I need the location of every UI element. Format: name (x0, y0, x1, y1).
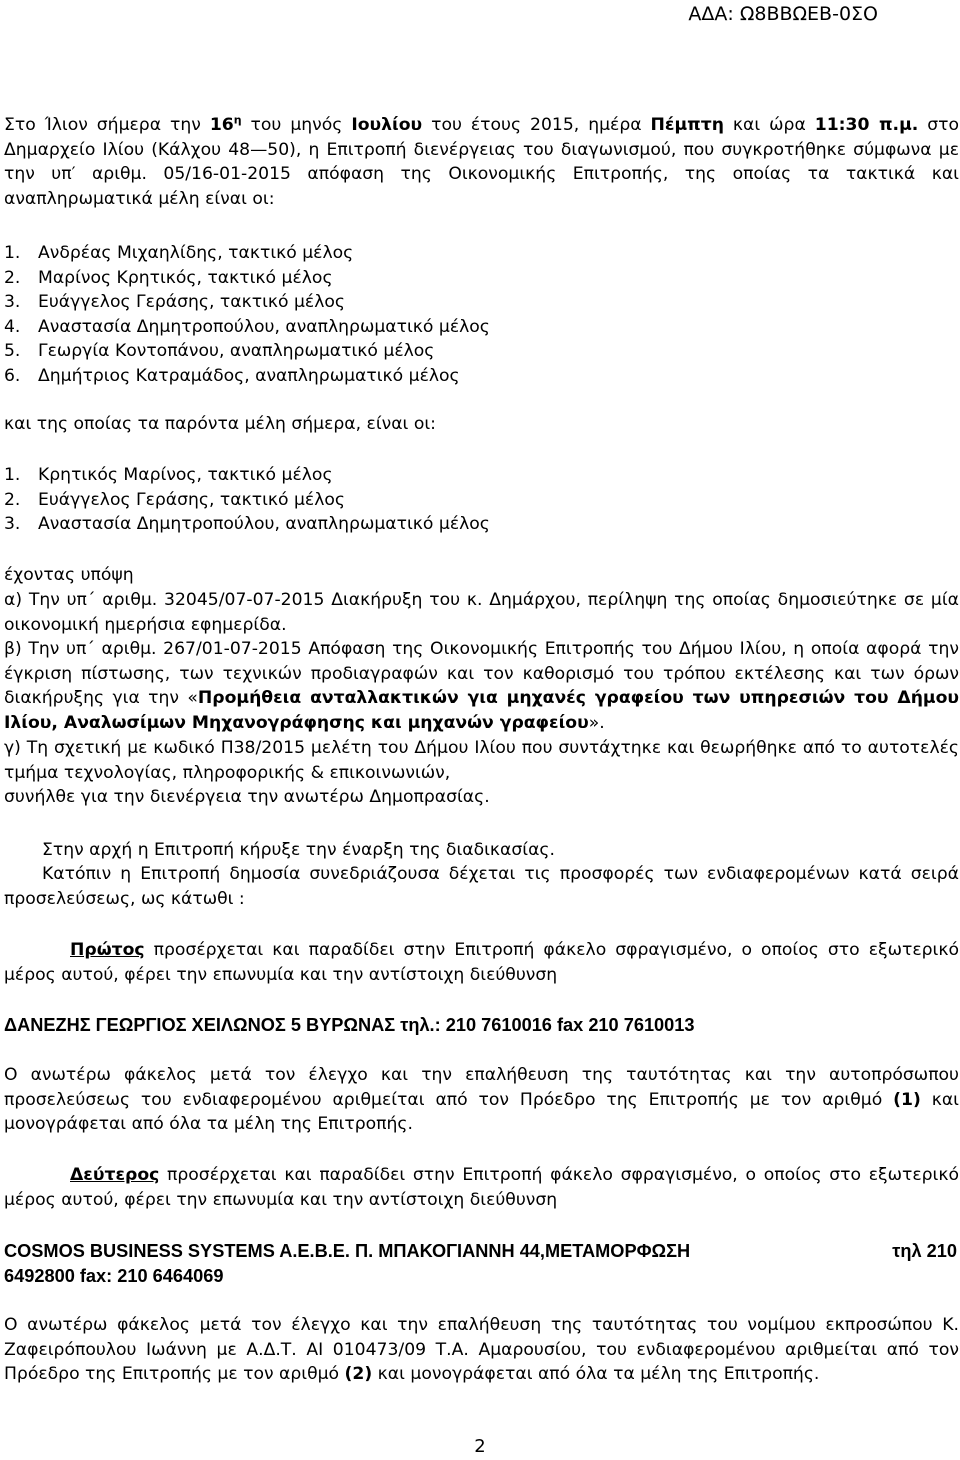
list-item: 2. Μαρίνος Κρητικός, τακτικό μέλος (4, 267, 333, 288)
intro-weekday: Πέμπτη (650, 115, 724, 135)
having-c2: συνήλθε για την διενέργεια την ανωτέρω Δημοπρασίας. (4, 787, 490, 807)
intro-paragraph: Στο Ίλιον σήμερα την $16^\eta$ του μηνός Ιουλίου του έτους 2015, ημέρα Πέμπτη και ώρα 11:30 π.μ. στο Δημαρχείο Ιλίου (Κάλχου 48—50), η Επιτροπή διενέργειας του διαγωνισμού, που συγκροτήθηκε σύμφωνα με την υπ′ αριθμ. 05/16-01-2015 απόφαση της Οικονομικής Επιτροπής, της οποίας τα τακτικά και αναπληρωματικά μέλη είναι οι: (4, 113, 959, 209)
first-label: Πρώτος (70, 940, 145, 960)
present-list (4, 463, 959, 537)
list-item: 2. Ευάγγελος Γεράσης, τακτικό μέλος (4, 489, 345, 510)
document-page (4, 0, 960, 1460)
list-item: 3. Ευάγγελος Γεράσης, τακτικό μέλος (4, 292, 345, 313)
having-b: β) Την υπ΄ αριθμ. 267/01-07-2015 Απόφαση της Οικονομικής Επιτροπής του Δήμου Ιλίου, η οποία αφορά την έγκριση πίστωσης, των τεχνικών προδιαγραφών και τον καθορισμό του τρόπου εκτέλεσης και των όρων διακήρυξης για την «Προμήθεια ανταλλακτικών για μηχανές γραφείου των υπηρεσιών του Δήμου Ιλίου, Αναλωσίμων Μηχανογράφησης και μηχανών γραφείου». (4, 639, 959, 733)
then-statement: Κατόπιν η Επιτροπή δημοσία συνεδριάζουσα δέχεται τις προσφορές των ενδιαφερομένων κατά σειρά προσελεύσεως, ως κάτωθι : (4, 864, 959, 909)
list-item: 4. Αναστασία Δημητροπούλου, αναπληρωματικό μέλος (4, 316, 490, 337)
first-company: ΔΑΝΕΖΗΣ ΓΕΩΡΓΙΟΣ ΧΕΙΛΩΝΟΣ 5 ΒΥΡΩΝΑΣ τηλ.: 210 7610016 fax 210 7610013 (4, 1015, 695, 1035)
first-check: Ο ανωτέρω φάκελος μετά τον έλεγχο και την επαλήθευση της ταυτότητας και την αυτοπρόσωπου προσελεύσεως του ενδιαφερομένου αριθμείται από τον Πρόεδρο της Επιτροπής με τον αριθμό (1) και μονογράφεται από όλα τα μέλη της Επιτροπής. (4, 1065, 959, 1135)
members-list (4, 241, 959, 389)
intro-month: Ιουλίου (351, 115, 423, 135)
list-item: 5. Γεωργία Κοντοπάνου, αναπληρωματικό μέλος (4, 341, 435, 362)
having-intro: έχοντας υπόψη (4, 565, 134, 585)
list-item: 1. Ανδρέας Μιχαηλίδης, τακτικό μέλος (4, 243, 354, 263)
intro-time: 11:30 π.μ. (814, 115, 919, 135)
present-intro: και της οποίας τα παρόντα μέλη σήμερα, είναι οι: (4, 414, 436, 434)
second-label: Δεύτερος (70, 1165, 160, 1185)
start-statement: Στην αρχή η Επιτροπή κήρυξε την έναρξη της διαδικασίας. (42, 840, 555, 860)
ada-code: ΑΔΑ: Ω8ΒΒΩΕΒ-0ΣΟ (688, 3, 878, 25)
list-item: 6. Δημήτριος Κατραμάδος, αναπληρωματικό μέλος (4, 365, 460, 386)
first-offer: Πρώτος προσέρχεται και παραδίδει στην Επιτροπή φάκελο σφραγισμένο, ο οποίος στο εξωτερικό μέρος αυτού, φέρει την επωνυμία και την αντίστοιχη διεύθυνση (4, 940, 959, 985)
list-item: 3. Αναστασία Δημητροπούλου, αναπληρωματικό μέλος (4, 514, 490, 535)
list-item: 1. Κρητικός Μαρίνος, τακτικό μέλος (4, 465, 333, 485)
second-offer: Δεύτερος προσέρχεται και παραδίδει στην Επιτροπή φάκελο σφραγισμένο, ο οποίος στο εξωτερικό μέρος αυτού, φέρει την επωνυμία και την αντίστοιχη διεύθυνση (4, 1165, 959, 1210)
intro-day: 16 (209, 115, 234, 135)
having-c: γ) Τη σχετική με κωδικό Π38/2015 μελέτη του Δήμου Ιλίου που συντάχτηκε και θεωρήθηκε από το αυτοτελές τμήμα τεχνολογίας, πληροφορικής & επικοινωνιών, (4, 738, 959, 783)
having-a: α) Την υπ΄ αριθμ. 32045/07-07-2015 Διακήρυξη του κ. Δημάρχου, περίληψη της οποίας δημοσιεύτηκε σε μία οικονομική ημερήσια εφημερίδα. (4, 590, 959, 635)
page-number: 2 (474, 1436, 486, 1457)
second-check: Ο ανωτέρω φάκελος μετά τον έλεγχο και την επαλήθευση της ταυτότητας του νομίμου εκπροσώπου Κ. Ζαφειρόπουλου Ιωάννη με Α.Δ.Τ. ΑΙ 010473/09 Τ.Α. Αμαρουσίου, του ενδιαφερομένου αριθμείται από τον Πρόεδρο της Επιτροπής με τον αριθμό (2) και μονογράφεται από όλα τα μέλη της Επιτροπής. (4, 1315, 959, 1385)
second-company: COSMOS BUSINESS SYSTEMS A.E.B.E. Π. ΜΠΑΚΟΓΙΑΝΝΗ 44,ΜΕΤΑΜΟΡΦΩΣΗ τηλ 210 6492800 fax: 210 6464069 (4, 1241, 957, 1286)
